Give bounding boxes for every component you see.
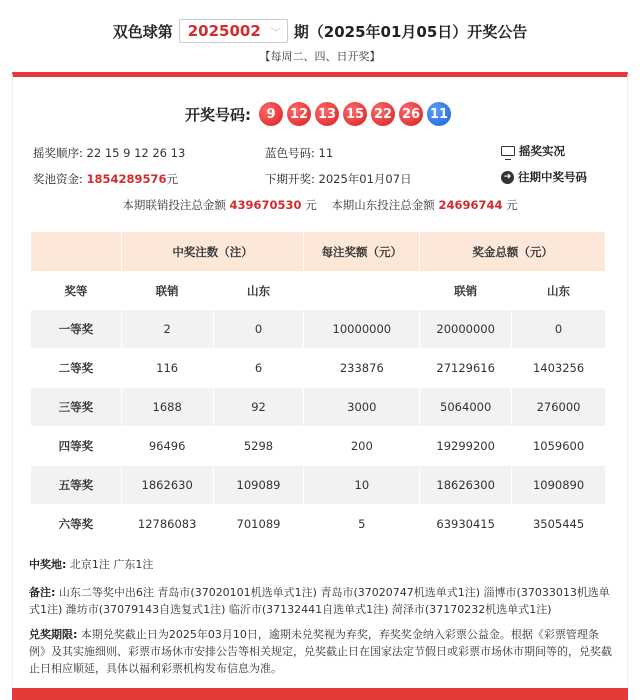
red-ball: 13 <box>315 102 339 126</box>
table-row <box>31 466 606 505</box>
table-cell: 5298 <box>213 427 304 466</box>
table-cell: 3000 <box>304 388 420 427</box>
table-row <box>31 388 606 427</box>
draw-schedule: 【每周二、四、日开奖】 <box>259 50 381 63</box>
draw-order-value: 22 15 9 12 26 13 <box>86 146 186 160</box>
chevron-down-icon: ﹀ <box>270 27 281 39</box>
blue-ball: 11 <box>427 102 451 126</box>
table-cell: 92 <box>213 388 304 427</box>
table-row <box>31 427 606 466</box>
table-row <box>31 505 606 544</box>
next-draw-value: 2025年01月07日 <box>318 172 412 186</box>
table-cell: 1403256 <box>512 349 606 388</box>
winning-location-label: 中奖地: <box>29 558 67 571</box>
claim-deadline-label: 兑奖期限: <box>29 628 78 641</box>
prize-pool <box>33 171 178 187</box>
live-draw-link[interactable] <box>501 143 565 159</box>
table-cell: 27129616 <box>420 349 512 388</box>
prize-pool-value: 1854289576 <box>86 172 167 186</box>
issue-select[interactable] <box>179 19 288 43</box>
table-header-cell <box>304 272 420 310</box>
remarks-label: 备注: <box>29 586 56 599</box>
red-ball: 22 <box>371 102 395 126</box>
table-cell: 10000000 <box>304 310 420 349</box>
next-draw-label: 下期开奖: <box>265 172 315 186</box>
table-cell: 20000000 <box>420 310 512 349</box>
table-cell: 1862630 <box>121 466 213 505</box>
monitor-icon <box>501 146 515 156</box>
table-cell: 6 <box>213 349 304 388</box>
table-cell: 701089 <box>213 505 304 544</box>
shandong-total-unit: 元 <box>506 198 518 212</box>
table-row <box>31 349 606 388</box>
past-results-link[interactable] <box>501 169 587 185</box>
prize-pool-label: 奖池资金: <box>33 172 83 186</box>
claim-deadline <box>29 626 615 677</box>
red-ball: 9 <box>259 102 283 126</box>
table-header-row <box>31 232 606 272</box>
red-ball: 15 <box>343 102 367 126</box>
table-header-cell: 联销 <box>420 272 512 310</box>
table-header-cell: 中奖注数（注） <box>121 232 304 272</box>
past-results-label: 往期中奖号码 <box>518 170 587 184</box>
arrow-right-icon: ➜ <box>501 171 514 184</box>
table-cell: 0 <box>213 310 304 349</box>
remarks-value: 山东二等奖中出6注 青岛市(37020101机选单式1注) 青岛市(37020747机选单式1注) 淄博市(37033013机选单式1注) 潍坊市(37079143自选复式1注) 临沂市(37132441自选单式1注) 菏泽市(37170232机选单式1注) <box>29 586 610 616</box>
remarks <box>29 584 615 618</box>
table-cell: 0 <box>512 310 606 349</box>
prize-table <box>30 231 606 544</box>
prize-level: 一等奖 <box>31 310 122 349</box>
winning-location <box>29 556 615 573</box>
shandong-total-label: 本期山东投注总金额 <box>331 198 435 212</box>
draw-order <box>33 145 185 161</box>
prize-level: 四等奖 <box>31 427 122 466</box>
table-header-cell: 山东 <box>213 272 304 310</box>
table-cell: 109089 <box>213 466 304 505</box>
draw-info <box>13 139 627 223</box>
table-cell: 18626300 <box>420 466 512 505</box>
national-total-label: 本期联销投注总金额 <box>122 198 226 212</box>
table-header-cell <box>31 232 122 272</box>
blue-number <box>265 145 333 161</box>
table-cell: 276000 <box>512 388 606 427</box>
table-cell: 3505445 <box>512 505 606 544</box>
winning-numbers-label: 开奖号码: <box>185 105 251 124</box>
table-cell: 2 <box>121 310 213 349</box>
table-subheader-row <box>31 272 606 310</box>
table-row <box>31 310 606 349</box>
title-suffix: 期（2025年01月05日）开奖公告 <box>293 22 528 41</box>
table-cell: 5064000 <box>420 388 512 427</box>
table-cell: 1090890 <box>512 466 606 505</box>
issue-number: 2025002 <box>187 22 261 40</box>
table-cell: 19299200 <box>420 427 512 466</box>
national-total-value: 439670530 <box>229 198 302 212</box>
blue-number-label: 蓝色号码: <box>265 146 315 160</box>
national-total-unit: 元 <box>305 198 317 212</box>
prize-level: 三等奖 <box>31 388 122 427</box>
live-draw-label: 摇奖实况 <box>519 144 565 158</box>
table-header-cell: 每注奖额（元） <box>304 232 420 272</box>
prize-pool-unit: 元 <box>166 172 179 186</box>
table-cell: 12786083 <box>121 505 213 544</box>
table-cell: 116 <box>121 349 213 388</box>
table-header-cell: 奖金总额（元） <box>420 232 606 272</box>
winning-numbers <box>13 89 627 139</box>
winning-location-value: 北京1注 广东1注 <box>69 558 154 571</box>
prize-level: 六等奖 <box>31 505 122 544</box>
red-ball: 26 <box>399 102 423 126</box>
table-cell: 1059600 <box>512 427 606 466</box>
table-cell: 233876 <box>304 349 420 388</box>
prize-level: 五等奖 <box>31 466 122 505</box>
result-panel <box>12 72 628 687</box>
table-header-cell: 山东 <box>512 272 606 310</box>
title-prefix: 双色球第 <box>112 22 173 41</box>
next-draw <box>265 171 412 187</box>
prize-level: 二等奖 <box>31 349 122 388</box>
table-header-cell: 奖等 <box>31 272 122 310</box>
table-cell: 1688 <box>121 388 213 427</box>
red-ball: 12 <box>287 102 311 126</box>
claim-deadline-value: 本期兑奖截止日为2025年03月10日，逾期未兑奖视为弃奖，弃奖奖金纳入彩票公益金。根据《彩票管理条例》及其实施细则、彩票市场休市安排公告等相关规定，兑奖截止日在国家法定节假日或彩票市场休市期间等的，兑奖截止日相应顺延，具体以福利彩票机构发布信息为准。 <box>29 628 612 675</box>
table-cell: 5 <box>304 505 420 544</box>
table-header-cell: 联销 <box>121 272 213 310</box>
table-cell: 96496 <box>121 427 213 466</box>
shandong-total-value: 24696744 <box>438 198 503 212</box>
table-cell: 200 <box>304 427 420 466</box>
blue-number-value: 11 <box>318 146 334 160</box>
table-cell: 10 <box>304 466 420 505</box>
footer-bar <box>12 688 628 700</box>
draw-order-label: 摇奖顺序: <box>33 146 83 160</box>
table-cell: 63930415 <box>420 505 512 544</box>
